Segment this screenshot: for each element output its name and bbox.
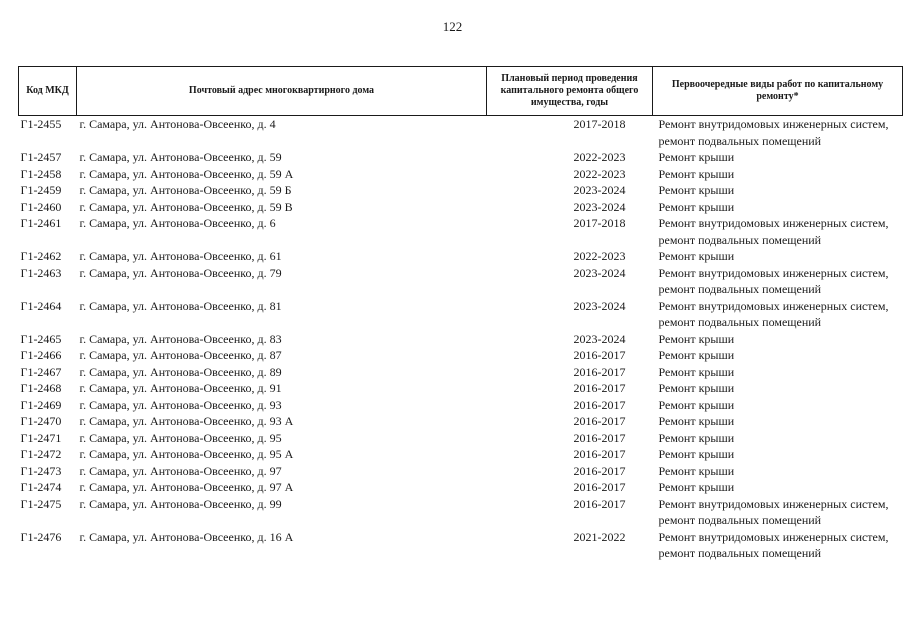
cell-period: 2022-2023 [573,166,626,181]
cell-works [653,182,903,199]
cell-code: Г1-2458 [20,166,62,181]
cell-works [653,149,903,166]
works-line-1: Ремонт внутридомовых инженерных систем, [658,117,889,131]
works-line-1: Ремонт крыши [658,430,735,445]
cell-works [653,397,903,414]
cell-works [653,430,903,447]
cell-period: 2023-2024 [573,265,626,280]
cell-code: Г1-2463 [20,265,62,280]
table-row [19,182,903,199]
cell-works [653,496,903,529]
works-line-1: Ремонт крыши [658,183,735,197]
cell-period: 2016-2017 [573,430,626,445]
page-number: 122 [442,19,463,34]
cell-address: г. Самара, ул. Антонова-Овсеенко, д. 93 А [79,414,294,428]
cell-works [653,479,903,496]
cell-code: Г1-2476 [20,529,62,544]
cell-period: 2022-2023 [573,150,626,164]
table-row [19,347,903,364]
cell-address: г. Самара, ул. Антонова-Овсеенко, д. 59 [79,150,282,164]
works-line-1: Ремонт крыши [658,199,735,214]
cell-address: г. Самара, ул. Антонова-Овсеенко, д. 95 [79,430,282,445]
cell-works [653,298,903,331]
works-line-1: Ремонт крыши [658,348,735,362]
cell-address: г. Самара, ул. Антонова-Овсеенко, д. 79 [79,265,282,280]
cell-address: г. Самара, ул. Антонова-Овсеенко, д. 91 [79,381,282,395]
table-row [19,265,903,298]
table-row [19,364,903,381]
works-line-2: ремонт подвальных помещений [658,546,822,560]
table-row [19,215,903,248]
cell-works [653,166,903,183]
cell-works [653,347,903,364]
works-line-1: Ремонт внутридомовых инженерных систем, [658,265,889,280]
cell-code: Г1-2474 [20,480,62,494]
table-row [19,430,903,447]
cell-code: Г1-2472 [20,447,62,461]
works-line-1: Ремонт крыши [658,249,735,263]
cell-address: г. Самара, ул. Антонова-Овсеенко, д. 16 А [79,529,294,544]
table-row [19,149,903,166]
cell-address: г. Самара, ул. Антонова-Овсеенко, д. 59 В [79,199,293,214]
cell-code: Г1-2465 [20,331,62,346]
cell-works [653,116,903,150]
cell-works [653,380,903,397]
cell-works [653,463,903,480]
cell-code: Г1-2457 [20,150,62,164]
header-address: Почтовый адрес многоквартирного дома [77,67,487,116]
cell-works [653,331,903,348]
works-line-1: Ремонт крыши [658,166,735,181]
cell-period: 2016-2017 [573,364,626,379]
cell-address: г. Самара, ул. Антонова-Овсеенко, д. 59 Б [79,183,292,197]
cell-period: 2016-2017 [573,480,626,494]
cell-period: 2016-2017 [573,496,626,511]
table-body [19,116,903,562]
table-row [19,479,903,496]
cell-address: г. Самара, ул. Антонова-Овсеенко, д. 95 А [79,447,294,461]
works-line-1: Ремонт крыши [658,364,735,379]
table-row [19,248,903,265]
cell-code: Г1-2455 [20,117,62,131]
cell-address: г. Самара, ул. Антонова-Овсеенко, д. 59 А [79,166,294,181]
cell-address: г. Самара, ул. Антонова-Овсеенко, д. 99 [79,496,282,511]
cell-address: г. Самара, ул. Антонова-Овсеенко, д. 87 [79,348,282,362]
works-line-1: Ремонт крыши [658,414,735,428]
cell-address: г. Самара, ул. Антонова-Овсеенко, д. 4 [79,117,276,131]
cell-works [653,265,903,298]
cell-address: г. Самара, ул. Антонова-Овсеенко, д. 81 [79,298,282,313]
repair-schedule-table [18,66,903,562]
cell-period: 2021-2022 [573,529,626,544]
cell-code: Г1-2467 [20,364,62,379]
cell-address: г. Самара, ул. Антонова-Овсеенко, д. 93 [79,397,282,412]
works-line-1: Ремонт внутридомовых инженерных систем, [658,298,889,313]
cell-code: Г1-2470 [20,414,62,428]
cell-address: г. Самара, ул. Антонова-Овсеенко, д. 61 [79,249,282,263]
works-line-1: Ремонт крыши [658,480,735,494]
works-line-1: Ремонт внутридомовых инженерных систем, [658,496,889,511]
cell-period: 2017-2018 [573,117,626,131]
cell-address: г. Самара, ул. Антонова-Овсеенко, д. 97 [79,463,282,478]
table-row [19,166,903,183]
works-line-1: Ремонт крыши [658,463,735,478]
header-works: Первоочередные виды работ по капитальному ремонту* [653,67,903,116]
cell-code: Г1-2469 [20,397,62,412]
cell-period: 2016-2017 [573,397,626,412]
table-row [19,397,903,414]
cell-works [653,248,903,265]
table-row [19,496,903,529]
cell-code: Г1-2460 [20,199,62,214]
cell-code: Г1-2459 [20,183,62,197]
works-line-1: Ремонт крыши [658,447,735,461]
table-row [19,380,903,397]
table-row [19,199,903,216]
cell-period: 2016-2017 [573,463,626,478]
table-row [19,529,903,562]
cell-code: Г1-2473 [20,463,62,478]
works-line-2: ремонт подвальных помещений [658,315,822,329]
cell-address: г. Самара, ул. Антонова-Овсеенко, д. 89 [79,364,282,379]
cell-period: 2016-2017 [573,414,626,428]
works-line-2: ремонт подвальных помещений [658,282,822,296]
table-row [19,463,903,480]
table-row [19,298,903,331]
cell-period: 2023-2024 [573,331,626,346]
cell-works [653,529,903,562]
works-line-1: Ремонт внутридомовых инженерных систем, [658,216,889,230]
cell-works [653,199,903,216]
works-line-1: Ремонт крыши [658,150,735,164]
works-line-1: Ремонт крыши [658,381,735,395]
cell-address: г. Самара, ул. Антонова-Овсеенко, д. 97 А [79,480,294,494]
cell-works [653,413,903,430]
cell-period: 2016-2017 [573,381,626,395]
header-code: Код МКД [19,67,77,116]
cell-works [653,446,903,463]
works-line-1: Ремонт крыши [658,397,735,412]
cell-period: 2022-2023 [573,249,626,263]
cell-period: 2016-2017 [573,447,626,461]
table-header [19,67,903,116]
cell-code: Г1-2466 [20,348,62,362]
works-line-1: Ремонт внутридомовых инженерных систем, [658,529,889,544]
table-row [19,446,903,463]
cell-code: Г1-2471 [20,430,62,445]
works-line-1: Ремонт крыши [658,331,735,346]
cell-works [653,364,903,381]
cell-period: 2017-2018 [573,216,626,230]
cell-address: г. Самара, ул. Антонова-Овсеенко, д. 83 [79,331,282,346]
cell-period: 2023-2024 [573,298,626,313]
cell-period: 2016-2017 [573,348,626,362]
works-line-2: ремонт подвальных помещений [658,232,822,247]
cell-address: г. Самара, ул. Антонова-Овсеенко, д. 6 [79,216,276,230]
works-line-2: ремонт подвальных помещений [658,513,822,527]
cell-period: 2023-2024 [573,199,626,214]
table-row [19,331,903,348]
cell-code: Г1-2468 [20,381,62,395]
cell-code: Г1-2475 [20,496,62,511]
cell-period: 2023-2024 [573,183,626,197]
table-row [19,116,903,150]
cell-works [653,215,903,248]
works-line-2: ремонт подвальных помещений [658,133,822,148]
header-row [19,67,903,116]
cell-code: Г1-2462 [20,249,62,263]
table-row [19,413,903,430]
cell-code: Г1-2461 [20,216,62,230]
header-period: Плановый период проведения капитального ремонта общего имущества, годы [487,67,653,116]
cell-code: Г1-2464 [20,298,62,313]
